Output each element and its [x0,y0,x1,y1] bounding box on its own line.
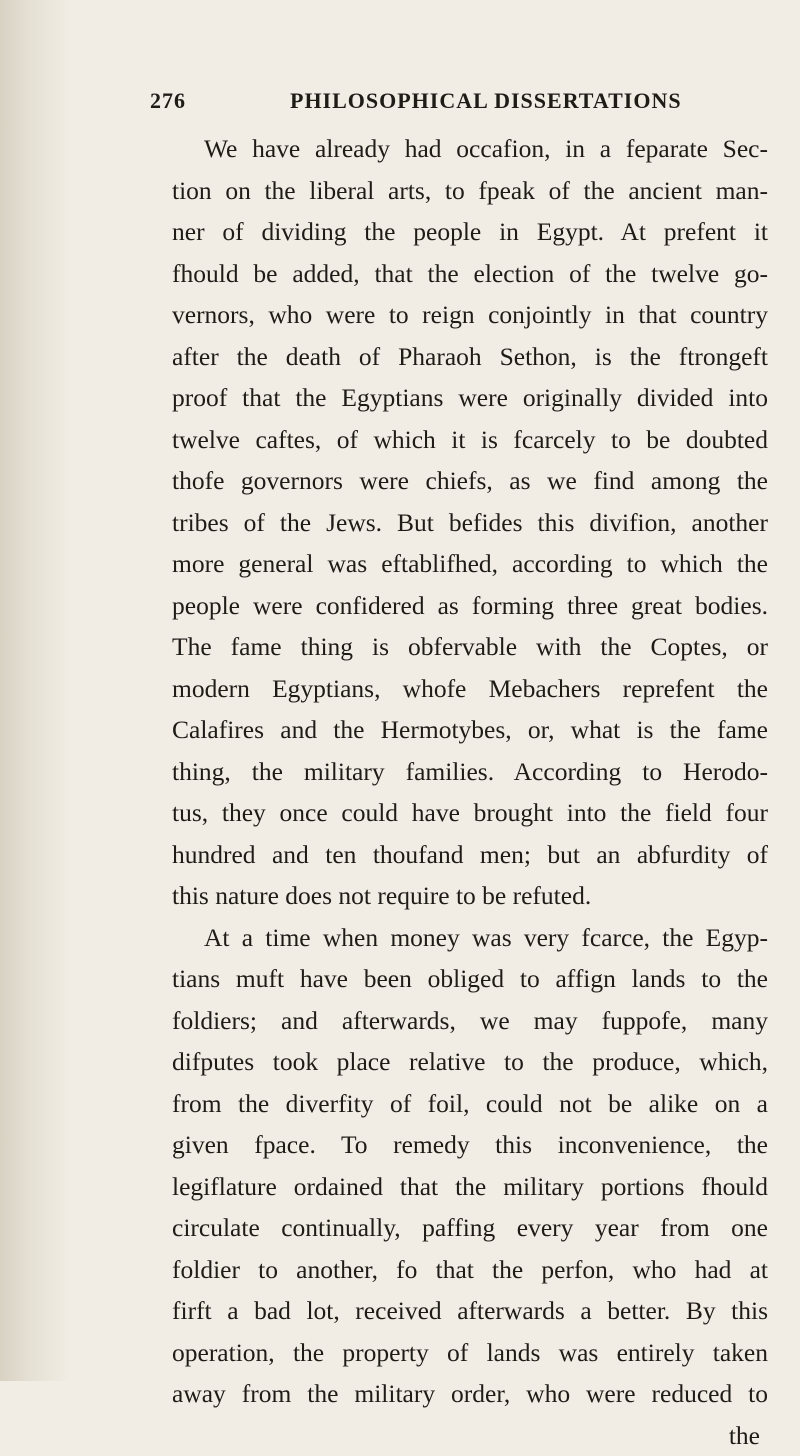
body-text [172,128,768,1456]
running-title: PHILOSOPHICAL DISSERTATIONS [290,88,682,114]
text-line: hundred and ten thoufand men; but an abfurdity of [172,834,768,876]
text-line: away from the military order, who were reduced to [172,1373,768,1415]
text-line: twelve caftes, of which it is fcarcely to be doubted [172,419,768,461]
text-line: foldiers; and afterwards, we may fuppofe, many [172,1000,768,1042]
text-line: At a time when money was very fcarce, the Egyp- [172,917,768,959]
text-line: from the diverfity of foil, could not be alike on a [172,1083,768,1125]
text-line: people were confidered as forming three great bodies. [172,585,768,627]
text-line: thing, the military families. According to Herodo- [172,751,768,793]
text-line: Calafires and the Hermotybes, or, what is the fame [172,709,768,751]
text-line: modern Egyptians, whofe Mebachers reprefent the [172,668,768,710]
page-number: 276 [150,88,186,114]
text-line: circulate continually, paffing every year from one [172,1207,768,1249]
text-line: this nature does not require to be refuted. [172,875,768,917]
text-line: legiflature ordained that the military portions fhould [172,1166,768,1208]
text-line: proof that the Egyptians were originally divided into [172,377,768,419]
page-edge-shadow [0,0,70,1381]
text-line: given fpace. To remedy this inconvenience, the [172,1124,768,1166]
text-line: operation, the property of lands was entirely taken [172,1332,768,1374]
text-line: vernors, who were to reign conjointly in that country [172,294,768,336]
text-line: tion on the liberal arts, to fpeak of the ancient man- [172,170,768,212]
text-line: tians muft have been obliged to affign lands to the [172,958,768,1000]
text-line: fhould be added, that the election of the twelve go- [172,253,768,295]
text-line: after the death of Pharaoh Sethon, is the ftrongeft [172,336,768,378]
text-line: The fame thing is obfervable with the Coptes, or [172,626,768,668]
text-line: tus, they once could have brought into the field four [172,792,768,834]
text-line: thofe governors were chiefs, as we find among the [172,460,768,502]
text-line: difputes took place relative to the produce, which, [172,1041,768,1083]
text-line: firft a bad lot, received afterwards a better. By this [172,1290,768,1332]
text-line: tribes of the Jews. But befides this divifion, another [172,502,768,544]
page-header [150,88,770,118]
catchword: the [172,1415,768,1456]
text-line: more general was eftablifhed, according to which the [172,543,768,585]
text-line: foldier to another, fo that the perfon, who had at [172,1249,768,1291]
text-line: We have already had occafion, in a feparate Sec- [172,128,768,170]
text-line: ner of dividing the people in Egypt. At prefent it [172,211,768,253]
